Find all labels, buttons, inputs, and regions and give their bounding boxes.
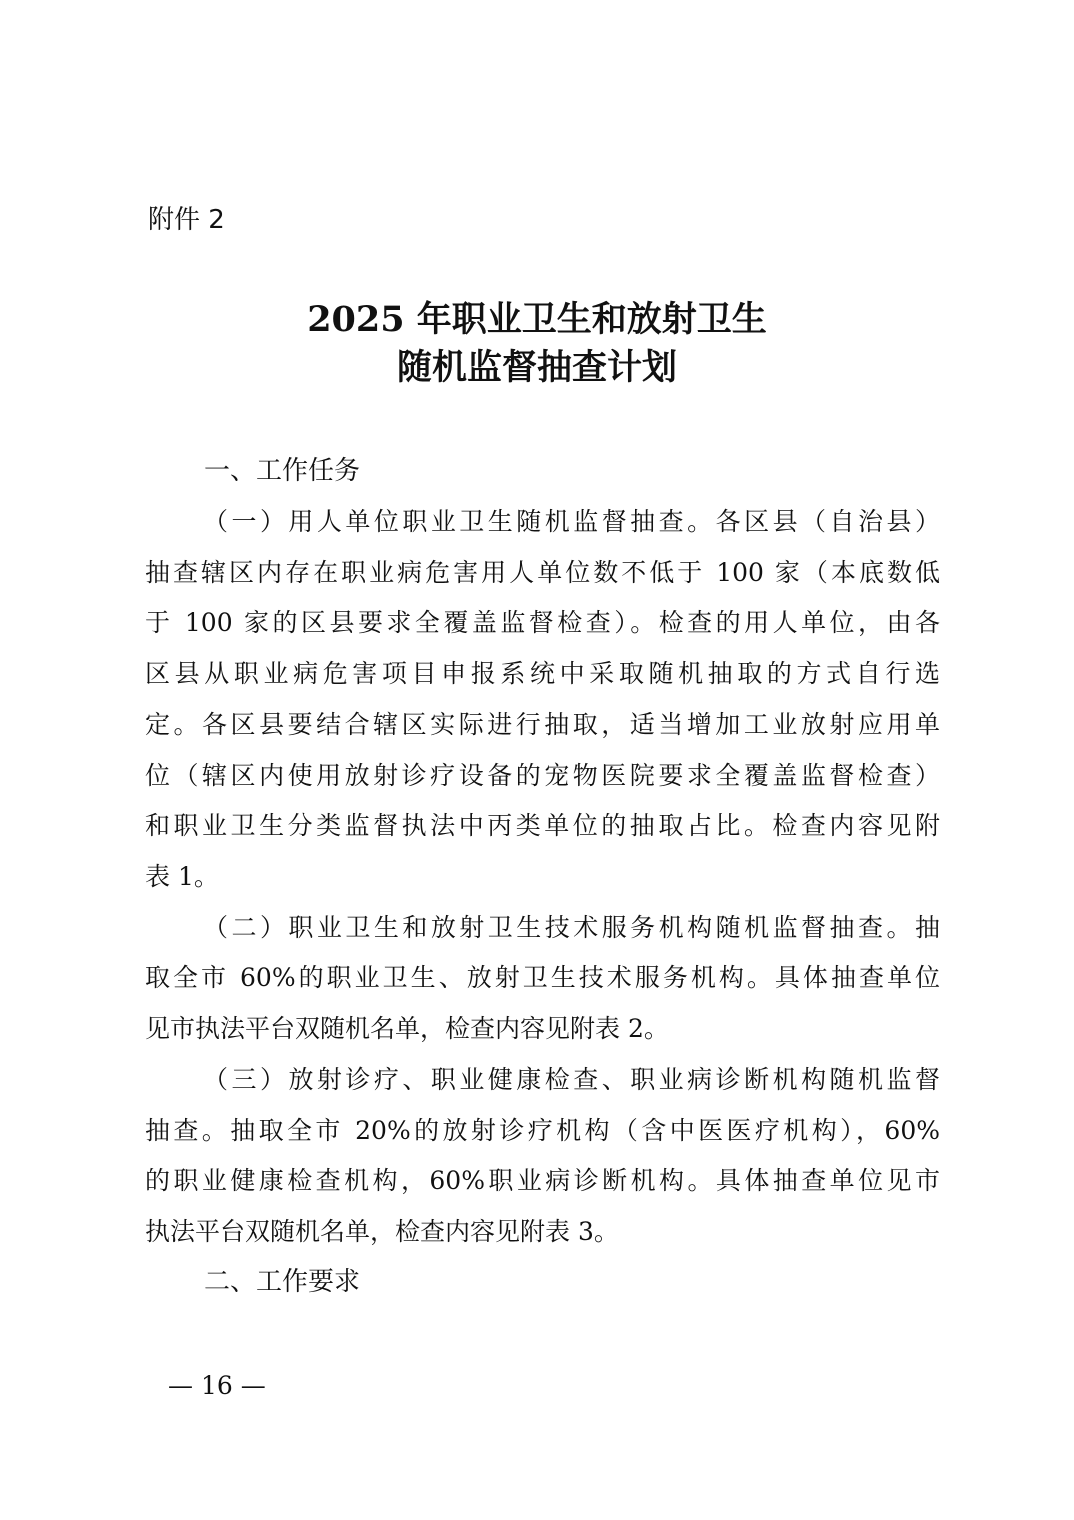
section-heading-tasks: 一、工作任务 <box>204 456 361 486</box>
paragraph-line: 区县从职业病危害项目申报系统中采取随机抽取的方式自行选 <box>145 659 940 688</box>
paragraph-line: 抽查辖区内存在职业病危害用人单位数不低于 100 家（本底数低 <box>145 558 940 587</box>
item-lead: （一）用人单位职业卫生随机监督抽查。 <box>203 507 716 536</box>
paragraph-text: 抽 <box>914 913 940 942</box>
item-lead: 抽查。 <box>145 1116 231 1145</box>
item-lead: （三）放射诊疗、职业健康检查、职业病诊断机构随机监督 <box>203 1065 940 1094</box>
paragraph-line: 表 1。 <box>145 862 219 891</box>
title-line-1: 2025 年职业卫生和放射卫生 <box>307 299 767 340</box>
paragraph-line <box>203 910 940 946</box>
document-title <box>0 296 1074 392</box>
paragraph-text: 各区县（自治县） <box>715 507 940 536</box>
item-lead: （二）职业卫生和放射卫生技术服务机构随机监督抽查。 <box>203 913 915 942</box>
paragraph-line <box>203 504 940 540</box>
paragraph-line: 的职业健康检查机构，60%职业病诊断机构。具体抽查单位见市 <box>145 1166 940 1195</box>
attachment-label: 附件 2 <box>148 205 225 235</box>
section-heading-requirements: 二、工作要求 <box>204 1267 361 1297</box>
paragraph-line: 见市执法平台双随机名单，检查内容见附表 2。 <box>145 1014 669 1043</box>
title-line-2: 随机监督抽查计划 <box>396 347 677 388</box>
paragraph-line: 和职业卫生分类监督执法中丙类单位的抽取占比。检查内容见附 <box>145 811 940 840</box>
paragraph-line: 定。各区县要结合辖区实际进行抽取，适当增加工业放射应用单 <box>145 710 940 739</box>
page-number: — 16 — <box>168 1371 266 1400</box>
paragraph-line: 取全市 60%的职业卫生、放射卫生技术服务机构。具体抽查单位 <box>145 963 940 992</box>
paragraph-line: 执法平台双随机名单，检查内容见附表 3。 <box>145 1217 619 1246</box>
paragraph-text: 抽取全市 20%的放射诊疗机构（含中医医疗机构），60% <box>230 1116 940 1145</box>
paragraph-line <box>203 1062 940 1098</box>
paragraph-line <box>145 1113 940 1149</box>
paragraph-line: 于 100 家的区县要求全覆盖监督检查）。检查的用人单位，由各 <box>145 608 940 637</box>
paragraph-line: 位（辖区内使用放射诊疗设备的宠物医院要求全覆盖监督检查） <box>145 761 940 790</box>
